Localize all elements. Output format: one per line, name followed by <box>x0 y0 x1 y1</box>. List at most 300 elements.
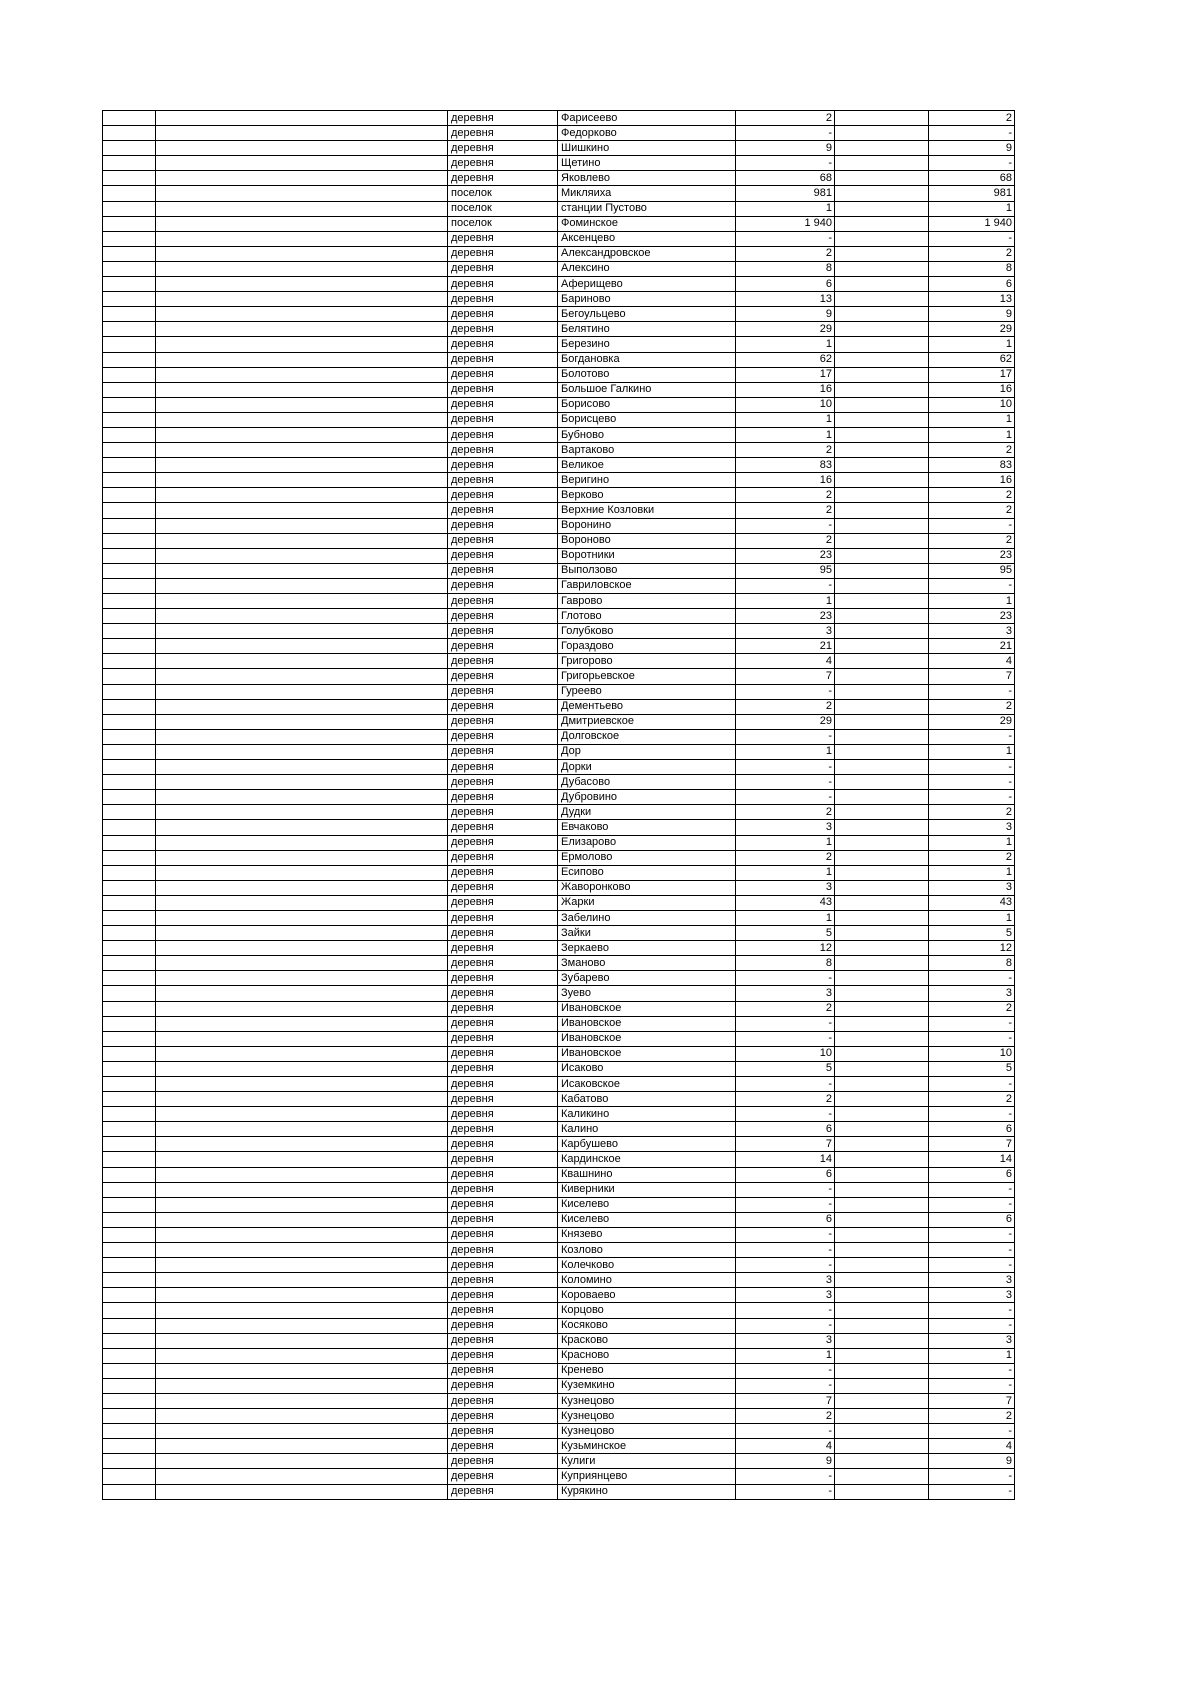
table-row <box>103 880 1015 895</box>
municipality-cell <box>156 171 448 186</box>
urban-value-cell <box>835 820 929 835</box>
table-row <box>103 744 1015 759</box>
municipality-cell <box>156 1122 448 1137</box>
settlement-type-cell: деревня <box>448 1001 558 1016</box>
total-value-cell: 95 <box>736 563 835 578</box>
municipality-cell <box>156 1016 448 1031</box>
rural-value-cell: 1 <box>929 594 1015 609</box>
table-row <box>103 1409 1015 1424</box>
settlement-type-cell: деревня <box>448 1227 558 1242</box>
urban-value-cell <box>835 1469 929 1484</box>
urban-value-cell <box>835 1152 929 1167</box>
total-value-cell: 21 <box>736 639 835 654</box>
settlement-type-cell: деревня <box>448 1363 558 1378</box>
total-value-cell: 1 <box>736 594 835 609</box>
settlement-name-cell: Козлово <box>558 1243 736 1258</box>
settlement-name-cell: Дубасово <box>558 775 736 790</box>
rural-value-cell: 2 <box>929 1001 1015 1016</box>
table-row <box>103 337 1015 352</box>
rural-value-cell: 23 <box>929 609 1015 624</box>
table-row <box>103 352 1015 367</box>
total-value-cell: - <box>736 1378 835 1393</box>
urban-value-cell <box>835 986 929 1001</box>
settlement-type-cell: деревня <box>448 1318 558 1333</box>
municipality-cell <box>156 382 448 397</box>
total-value-cell: 8 <box>736 261 835 276</box>
total-value-cell: 14 <box>736 1152 835 1167</box>
row-number-cell <box>103 533 156 548</box>
settlement-type-cell: деревня <box>448 503 558 518</box>
row-number-cell <box>103 518 156 533</box>
row-number-cell <box>103 1001 156 1016</box>
settlement-type-cell: деревня <box>448 171 558 186</box>
row-number-cell <box>103 1212 156 1227</box>
table-row <box>103 1212 1015 1227</box>
municipality-cell <box>156 518 448 533</box>
settlement-name-cell: Кренево <box>558 1363 736 1378</box>
rural-value-cell: 3 <box>929 624 1015 639</box>
municipality-cell <box>156 1288 448 1303</box>
rural-value-cell: 1 <box>929 412 1015 427</box>
settlement-name-cell: Зуево <box>558 986 736 1001</box>
settlement-name-cell: Фоминское <box>558 216 736 231</box>
settlement-type-cell: деревня <box>448 865 558 880</box>
settlement-name-cell: Богдановка <box>558 352 736 367</box>
total-value-cell: 23 <box>736 609 835 624</box>
rural-value-cell: 6 <box>929 1122 1015 1137</box>
rural-value-cell: - <box>929 1469 1015 1484</box>
row-number-cell <box>103 669 156 684</box>
urban-value-cell <box>835 910 929 925</box>
municipality-cell <box>156 488 448 503</box>
urban-value-cell <box>835 548 929 563</box>
urban-value-cell <box>835 382 929 397</box>
table-row <box>103 518 1015 533</box>
rural-value-cell: - <box>929 1243 1015 1258</box>
row-number-cell <box>103 729 156 744</box>
rural-value-cell: 43 <box>929 895 1015 910</box>
row-number-cell <box>103 624 156 639</box>
settlement-type-cell: деревня <box>448 1484 558 1499</box>
settlement-name-cell: Корцово <box>558 1303 736 1318</box>
rural-value-cell: 2 <box>929 503 1015 518</box>
rural-value-cell: 9 <box>929 141 1015 156</box>
row-number-cell <box>103 1363 156 1378</box>
row-number-cell <box>103 775 156 790</box>
total-value-cell: - <box>736 1227 835 1242</box>
settlement-name-cell: Дор <box>558 744 736 759</box>
rural-value-cell: 1 <box>929 835 1015 850</box>
settlement-type-cell: деревня <box>448 1258 558 1273</box>
table-row <box>103 1318 1015 1333</box>
settlement-type-cell: деревня <box>448 1454 558 1469</box>
settlement-type-cell: деревня <box>448 518 558 533</box>
table-row <box>103 1273 1015 1288</box>
table-row <box>103 669 1015 684</box>
table-row <box>103 1393 1015 1408</box>
municipality-cell <box>156 654 448 669</box>
urban-value-cell <box>835 1393 929 1408</box>
municipality-cell <box>156 1031 448 1046</box>
row-number-cell <box>103 654 156 669</box>
settlement-name-cell: Кузнецово <box>558 1393 736 1408</box>
table-row <box>103 609 1015 624</box>
urban-value-cell <box>835 397 929 412</box>
urban-value-cell <box>835 111 929 126</box>
municipality-cell <box>156 729 448 744</box>
rural-value-cell: - <box>929 1363 1015 1378</box>
settlement-type-cell: деревня <box>448 956 558 971</box>
municipality-cell <box>156 367 448 382</box>
rural-value-cell: 16 <box>929 473 1015 488</box>
total-value-cell: 10 <box>736 1046 835 1061</box>
row-number-cell <box>103 261 156 276</box>
row-number-cell <box>103 156 156 171</box>
municipality-cell <box>156 624 448 639</box>
urban-value-cell <box>835 956 929 971</box>
row-number-cell <box>103 609 156 624</box>
municipality-cell <box>156 1001 448 1016</box>
settlement-name-cell: Ермолово <box>558 850 736 865</box>
total-value-cell: 68 <box>736 171 835 186</box>
urban-value-cell <box>835 1303 929 1318</box>
urban-value-cell <box>835 669 929 684</box>
settlement-name-cell: Дудки <box>558 805 736 820</box>
rural-value-cell: 1 <box>929 744 1015 759</box>
rural-value-cell: 8 <box>929 261 1015 276</box>
urban-value-cell <box>835 609 929 624</box>
table-row <box>103 1363 1015 1378</box>
table-row <box>103 594 1015 609</box>
rural-value-cell: 3 <box>929 1273 1015 1288</box>
settlement-name-cell: Глотово <box>558 609 736 624</box>
municipality-cell <box>156 1107 448 1122</box>
municipality-cell <box>156 835 448 850</box>
urban-value-cell <box>835 412 929 427</box>
municipality-cell <box>156 1439 448 1454</box>
municipality-cell <box>156 1454 448 1469</box>
table-row <box>103 850 1015 865</box>
table-row <box>103 790 1015 805</box>
total-value-cell: 6 <box>736 1122 835 1137</box>
settlement-type-cell: деревня <box>448 805 558 820</box>
total-value-cell: - <box>736 1424 835 1439</box>
rural-value-cell: 1 <box>929 1348 1015 1363</box>
municipality-cell <box>156 805 448 820</box>
row-number-cell <box>103 865 156 880</box>
row-number-cell <box>103 111 156 126</box>
settlement-name-cell: Зеркаево <box>558 941 736 956</box>
rural-value-cell: 10 <box>929 397 1015 412</box>
municipality-cell <box>156 216 448 231</box>
total-value-cell: 2 <box>736 699 835 714</box>
settlement-type-cell: деревня <box>448 1092 558 1107</box>
table-row <box>103 1167 1015 1182</box>
rural-value-cell: - <box>929 231 1015 246</box>
settlement-type-cell: деревня <box>448 1031 558 1046</box>
settlement-name-cell: Болотово <box>558 367 736 382</box>
table-row <box>103 805 1015 820</box>
municipality-cell <box>156 1409 448 1424</box>
table-row <box>103 729 1015 744</box>
settlement-name-cell: Шишкино <box>558 141 736 156</box>
settlement-name-cell: Дмитриевское <box>558 714 736 729</box>
total-value-cell: - <box>736 1031 835 1046</box>
row-number-cell <box>103 1258 156 1273</box>
row-number-cell <box>103 292 156 307</box>
row-number-cell <box>103 1046 156 1061</box>
rural-value-cell: 62 <box>929 352 1015 367</box>
settlement-name-cell: Короваево <box>558 1288 736 1303</box>
total-value-cell: 1 <box>736 744 835 759</box>
rural-value-cell: 2 <box>929 488 1015 503</box>
table-row <box>103 910 1015 925</box>
urban-value-cell <box>835 775 929 790</box>
municipality-cell <box>156 533 448 548</box>
municipality-cell <box>156 277 448 292</box>
table-row <box>103 171 1015 186</box>
urban-value-cell <box>835 744 929 759</box>
rural-value-cell: - <box>929 1378 1015 1393</box>
table-row <box>103 216 1015 231</box>
table-row <box>103 835 1015 850</box>
settlement-name-cell: Щетино <box>558 156 736 171</box>
total-value-cell: 2 <box>736 443 835 458</box>
settlement-type-cell: деревня <box>448 1273 558 1288</box>
settlement-name-cell: Зманово <box>558 956 736 971</box>
settlement-name-cell: Квашнино <box>558 1167 736 1182</box>
settlement-name-cell: Ивановское <box>558 1016 736 1031</box>
total-value-cell: 2 <box>736 533 835 548</box>
table-row <box>103 397 1015 412</box>
rural-value-cell: 4 <box>929 1439 1015 1454</box>
row-number-cell <box>103 1061 156 1076</box>
settlement-name-cell: станции Пустово <box>558 201 736 216</box>
settlement-type-cell: деревня <box>448 1212 558 1227</box>
municipality-cell <box>156 427 448 442</box>
settlement-name-cell: Забелино <box>558 910 736 925</box>
row-number-cell <box>103 216 156 231</box>
row-number-cell <box>103 1227 156 1242</box>
row-number-cell <box>103 548 156 563</box>
row-number-cell <box>103 790 156 805</box>
row-number-cell <box>103 744 156 759</box>
table-row <box>103 1031 1015 1046</box>
settlement-type-cell: деревня <box>448 1378 558 1393</box>
table-row <box>103 412 1015 427</box>
municipality-cell <box>156 1273 448 1288</box>
rural-value-cell: - <box>929 1303 1015 1318</box>
total-value-cell: 43 <box>736 895 835 910</box>
municipality-cell <box>156 1348 448 1363</box>
settlement-type-cell: деревня <box>448 548 558 563</box>
total-value-cell: 16 <box>736 473 835 488</box>
rural-value-cell: 3 <box>929 1288 1015 1303</box>
urban-value-cell <box>835 1243 929 1258</box>
total-value-cell: 9 <box>736 141 835 156</box>
total-value-cell: 7 <box>736 1393 835 1408</box>
total-value-cell: 16 <box>736 382 835 397</box>
municipality-cell <box>156 111 448 126</box>
settlement-name-cell: Есипово <box>558 865 736 880</box>
municipality-cell <box>156 563 448 578</box>
row-number-cell <box>103 1439 156 1454</box>
total-value-cell: 1 <box>736 337 835 352</box>
urban-value-cell <box>835 171 929 186</box>
row-number-cell <box>103 352 156 367</box>
row-number-cell <box>103 1424 156 1439</box>
total-value-cell: 3 <box>736 880 835 895</box>
urban-value-cell <box>835 578 929 593</box>
table-row <box>103 1424 1015 1439</box>
settlement-type-cell: деревня <box>448 1469 558 1484</box>
table-row <box>103 1333 1015 1348</box>
urban-value-cell <box>835 186 929 201</box>
urban-value-cell <box>835 307 929 322</box>
total-value-cell: 23 <box>736 548 835 563</box>
total-value-cell: 3 <box>736 1273 835 1288</box>
municipality-cell <box>156 1258 448 1273</box>
settlement-type-cell: деревня <box>448 352 558 367</box>
municipality-cell <box>156 1318 448 1333</box>
table-row <box>103 895 1015 910</box>
total-value-cell: 1 <box>736 910 835 925</box>
municipality-cell <box>156 1152 448 1167</box>
municipality-cell <box>156 1182 448 1197</box>
urban-value-cell <box>835 261 929 276</box>
rural-value-cell: 16 <box>929 382 1015 397</box>
settlement-type-cell: деревня <box>448 427 558 442</box>
rural-value-cell: 1 <box>929 201 1015 216</box>
total-value-cell: 1 <box>736 412 835 427</box>
total-value-cell: 3 <box>736 820 835 835</box>
table-row <box>103 473 1015 488</box>
table-row <box>103 231 1015 246</box>
settlement-name-cell: Алексино <box>558 261 736 276</box>
row-number-cell <box>103 714 156 729</box>
municipality-cell <box>156 443 448 458</box>
total-value-cell: - <box>736 231 835 246</box>
total-value-cell: 3 <box>736 1288 835 1303</box>
table-row <box>103 956 1015 971</box>
total-value-cell: 12 <box>736 941 835 956</box>
settlement-name-cell: Ивановское <box>558 1001 736 1016</box>
municipality-cell <box>156 594 448 609</box>
rural-value-cell: 2 <box>929 1092 1015 1107</box>
urban-value-cell <box>835 201 929 216</box>
settlement-name-cell: Вартаково <box>558 443 736 458</box>
municipality-cell <box>156 156 448 171</box>
settlement-type-cell: деревня <box>448 563 558 578</box>
rural-value-cell: 3 <box>929 880 1015 895</box>
rural-value-cell: 2 <box>929 1409 1015 1424</box>
settlement-name-cell: Коломино <box>558 1273 736 1288</box>
municipality-cell <box>156 186 448 201</box>
row-number-cell <box>103 578 156 593</box>
settlement-type-cell: деревня <box>448 1077 558 1092</box>
settlement-type-cell: деревня <box>448 1182 558 1197</box>
municipality-cell <box>156 1137 448 1152</box>
rural-value-cell: - <box>929 126 1015 141</box>
row-number-cell <box>103 1122 156 1137</box>
municipality-cell <box>156 548 448 563</box>
table-row <box>103 1378 1015 1393</box>
table-row <box>103 307 1015 322</box>
rural-value-cell: 68 <box>929 171 1015 186</box>
settlement-type-cell: деревня <box>448 639 558 654</box>
rural-value-cell: 14 <box>929 1152 1015 1167</box>
settlement-type-cell: деревня <box>448 156 558 171</box>
settlement-type-cell: деревня <box>448 231 558 246</box>
rural-value-cell: - <box>929 790 1015 805</box>
settlement-type-cell: деревня <box>448 292 558 307</box>
municipality-cell <box>156 895 448 910</box>
urban-value-cell <box>835 458 929 473</box>
urban-value-cell <box>835 231 929 246</box>
municipality-cell <box>156 865 448 880</box>
settlement-type-cell: поселок <box>448 201 558 216</box>
settlement-name-cell: Карбушево <box>558 1137 736 1152</box>
urban-value-cell <box>835 1439 929 1454</box>
settlement-name-cell: Елизарово <box>558 835 736 850</box>
rural-value-cell: 2 <box>929 699 1015 714</box>
settlement-name-cell: Ивановское <box>558 1046 736 1061</box>
urban-value-cell <box>835 1484 929 1499</box>
urban-value-cell <box>835 1409 929 1424</box>
row-number-cell <box>103 986 156 1001</box>
municipality-cell <box>156 669 448 684</box>
row-number-cell <box>103 458 156 473</box>
settlement-name-cell: Фарисеево <box>558 111 736 126</box>
settlement-type-cell: деревня <box>448 1197 558 1212</box>
urban-value-cell <box>835 895 929 910</box>
municipality-cell <box>156 941 448 956</box>
municipality-cell <box>156 1363 448 1378</box>
row-number-cell <box>103 1016 156 1031</box>
settlement-name-cell: Кузнецово <box>558 1409 736 1424</box>
row-number-cell <box>103 1484 156 1499</box>
row-number-cell <box>103 1077 156 1092</box>
table-row <box>103 488 1015 503</box>
municipality-cell <box>156 1424 448 1439</box>
settlement-name-cell: Куземкино <box>558 1378 736 1393</box>
municipality-cell <box>156 473 448 488</box>
rural-value-cell: - <box>929 578 1015 593</box>
rural-value-cell: 12 <box>929 941 1015 956</box>
urban-value-cell <box>835 503 929 518</box>
row-number-cell <box>103 397 156 412</box>
table-row <box>103 111 1015 126</box>
rural-value-cell: - <box>929 1484 1015 1499</box>
municipality-cell <box>156 820 448 835</box>
settlement-name-cell: Гаврово <box>558 594 736 609</box>
settlement-type-cell: поселок <box>448 216 558 231</box>
row-number-cell <box>103 246 156 261</box>
rural-value-cell: 2 <box>929 246 1015 261</box>
settlement-name-cell: Куприянцево <box>558 1469 736 1484</box>
urban-value-cell <box>835 760 929 775</box>
table-row <box>103 1061 1015 1076</box>
settlement-type-cell: деревня <box>448 473 558 488</box>
table-row <box>103 1137 1015 1152</box>
row-number-cell <box>103 307 156 322</box>
settlement-type-cell: деревня <box>448 669 558 684</box>
total-value-cell: 2 <box>736 850 835 865</box>
municipality-cell <box>156 307 448 322</box>
settlement-type-cell: деревня <box>448 1167 558 1182</box>
settlement-name-cell: Аксенцево <box>558 231 736 246</box>
settlement-type-cell: деревня <box>448 986 558 1001</box>
